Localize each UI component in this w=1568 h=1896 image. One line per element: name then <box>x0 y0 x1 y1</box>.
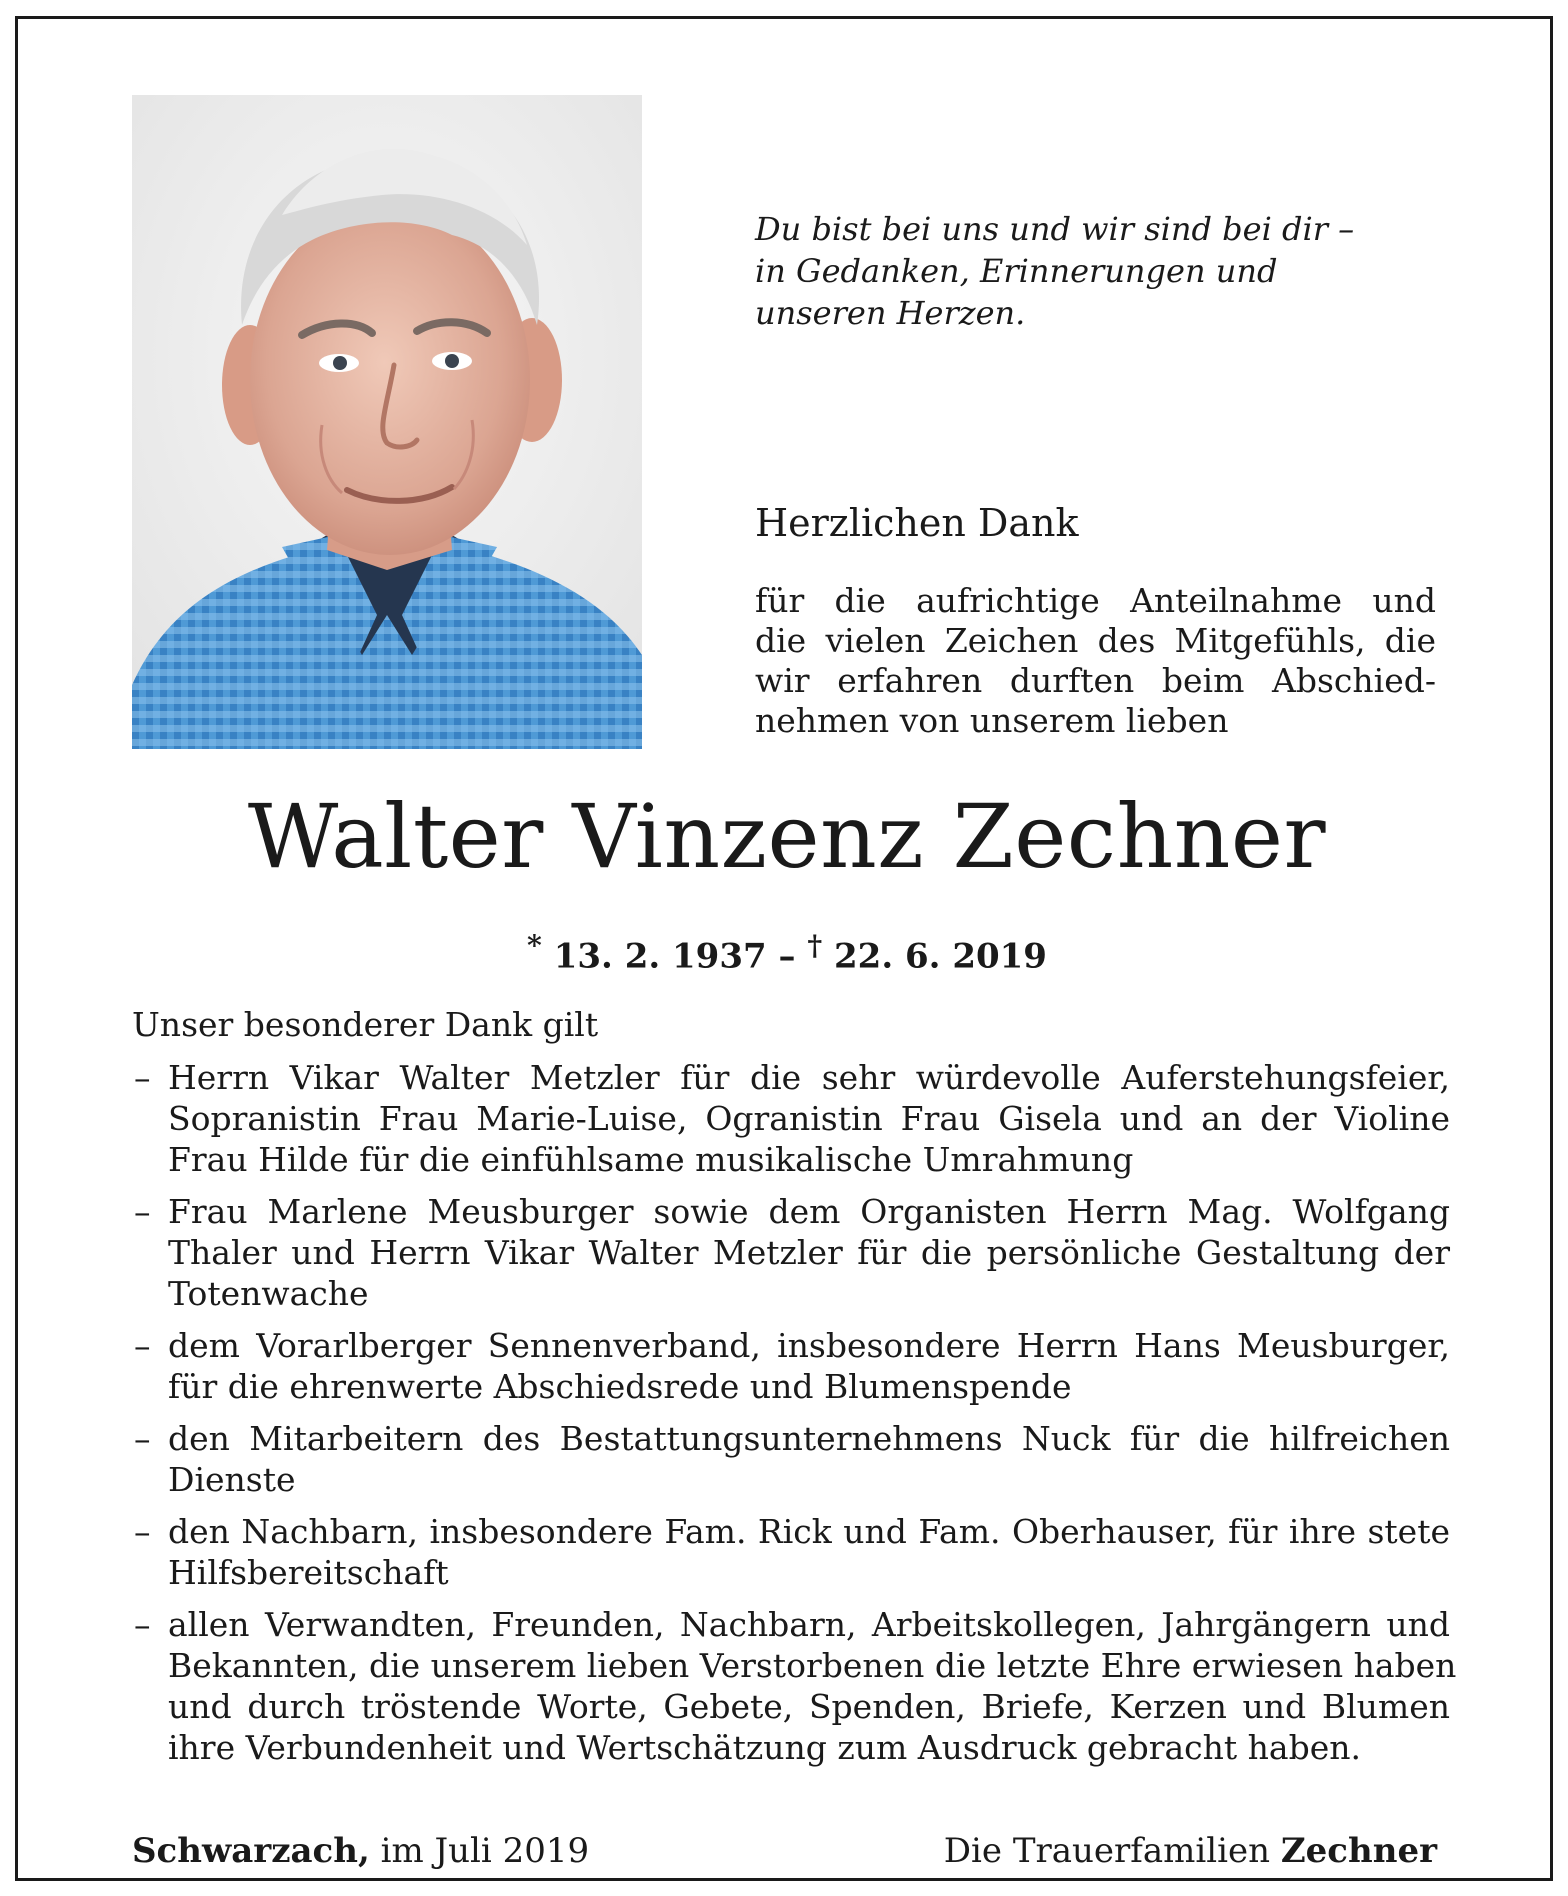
list-item <box>132 1418 1450 1500</box>
special-thanks-list <box>132 1057 1457 1779</box>
quote-line: Du bist bei uns und wir sind bei dir – <box>755 210 1355 248</box>
list-item-line: Dienste <box>168 1460 296 1499</box>
list-item-line: den Mitarbeitern des Bestattungsunternehmens Nuck für die hilfreichen <box>168 1419 1450 1458</box>
life-dates <box>18 925 1556 976</box>
list-item-line: allen Verwandten, Freunden, Nachbarn, Arbeitskollegen, Jahrgängern und <box>168 1605 1450 1644</box>
thanks-heading: Herzlichen Dank <box>755 501 1079 545</box>
obituary-card <box>15 16 1553 1881</box>
thanks-intro-paragraph <box>755 581 1436 741</box>
dash-bullet: – <box>134 1605 151 1644</box>
quote-line: unseren Herzen. <box>755 294 1026 332</box>
place-and-date <box>132 1831 589 1871</box>
list-item-line: und durch tröstende Worte, Gebete, Spenden, Briefe, Kerzen und Blumen <box>168 1687 1450 1726</box>
list-item-line: Sopranistin Frau Marie-Luise, Ogranistin Frau Gisela und an der Violine <box>168 1099 1450 1138</box>
intro-line: wir erfahren durften beim Abschied- <box>755 661 1436 700</box>
dash-bullet: – <box>134 1058 151 1097</box>
list-item-line: den Nachbarn, insbesondere Fam. Rick und Fam. Oberhauser, für ihre stete <box>168 1512 1450 1551</box>
portrait-illustration <box>132 95 642 749</box>
family-name: Zechner <box>1280 1831 1437 1871</box>
dash-bullet: – <box>134 1326 151 1365</box>
portrait-photo <box>132 95 642 749</box>
dash-bullet: – <box>134 1419 151 1458</box>
death-date: 22. 6. 2019 <box>834 936 1047 977</box>
date-separator: – <box>778 936 796 977</box>
deceased-name: Walter Vinzenz Zechner <box>247 785 1327 888</box>
place-name: Schwarzach, <box>132 1831 370 1871</box>
list-item-line: Totenwache <box>168 1274 369 1313</box>
list-item-line: für die ehrenwerte Abschiedsrede und Blumenspende <box>168 1367 1072 1406</box>
dash-bullet: – <box>134 1192 151 1231</box>
family-signature <box>944 1831 1437 1871</box>
list-item-line: Frau Marlene Meusburger sowie dem Organisten Herrn Mag. Wolfgang <box>168 1192 1450 1231</box>
intro-line: nehmen von unserem lieben <box>755 701 1229 740</box>
family-prefix: Die Trauerfamilien <box>943 1831 1271 1871</box>
special-thanks-intro: Unser besonderer Dank gilt <box>132 1005 599 1044</box>
list-item <box>132 1191 1450 1314</box>
memorial-quote <box>755 208 1455 334</box>
list-item <box>132 1604 1457 1768</box>
list-item-line: Hilfsbereitschaft <box>168 1553 449 1592</box>
list-item-line: Bekannten, die unserem lieben Verstorbenen die letzte Ehre erwiesen haben <box>168 1646 1457 1685</box>
birth-date: 13. 2. 1937 <box>553 936 767 977</box>
list-item-line: Herrn Vikar Walter Metzler für die sehr würdevolle Auferstehungsfeier, <box>168 1058 1450 1097</box>
death-symbol: † <box>807 928 823 962</box>
list-item <box>132 1325 1450 1407</box>
list-item-line: ihre Verbundenheit und Wertschätzung zum Ausdruck gebracht haben. <box>168 1728 1361 1767</box>
list-item-line: Frau Hilde für die einfühlsame musikalische Umrahmung <box>168 1140 1134 1179</box>
list-item <box>132 1511 1450 1593</box>
footer-date: im Juli 2019 <box>380 1831 590 1871</box>
intro-line: für die aufrichtige Anteilnahme und <box>755 581 1436 620</box>
list-item <box>132 1057 1450 1180</box>
list-item-line: dem Vorarlberger Sennenverband, insbesondere Herrn Hans Meusburger, <box>168 1326 1450 1365</box>
dash-bullet: – <box>134 1512 151 1551</box>
quote-line: in Gedanken, Erinnerungen und <box>755 252 1278 290</box>
birth-symbol: * <box>527 928 542 962</box>
list-item-line: Thaler und Herrn Vikar Walter Metzler für die persönliche Gestaltung der <box>168 1233 1450 1272</box>
intro-line: die vielen Zeichen des Mitgefühls, die <box>755 621 1436 660</box>
